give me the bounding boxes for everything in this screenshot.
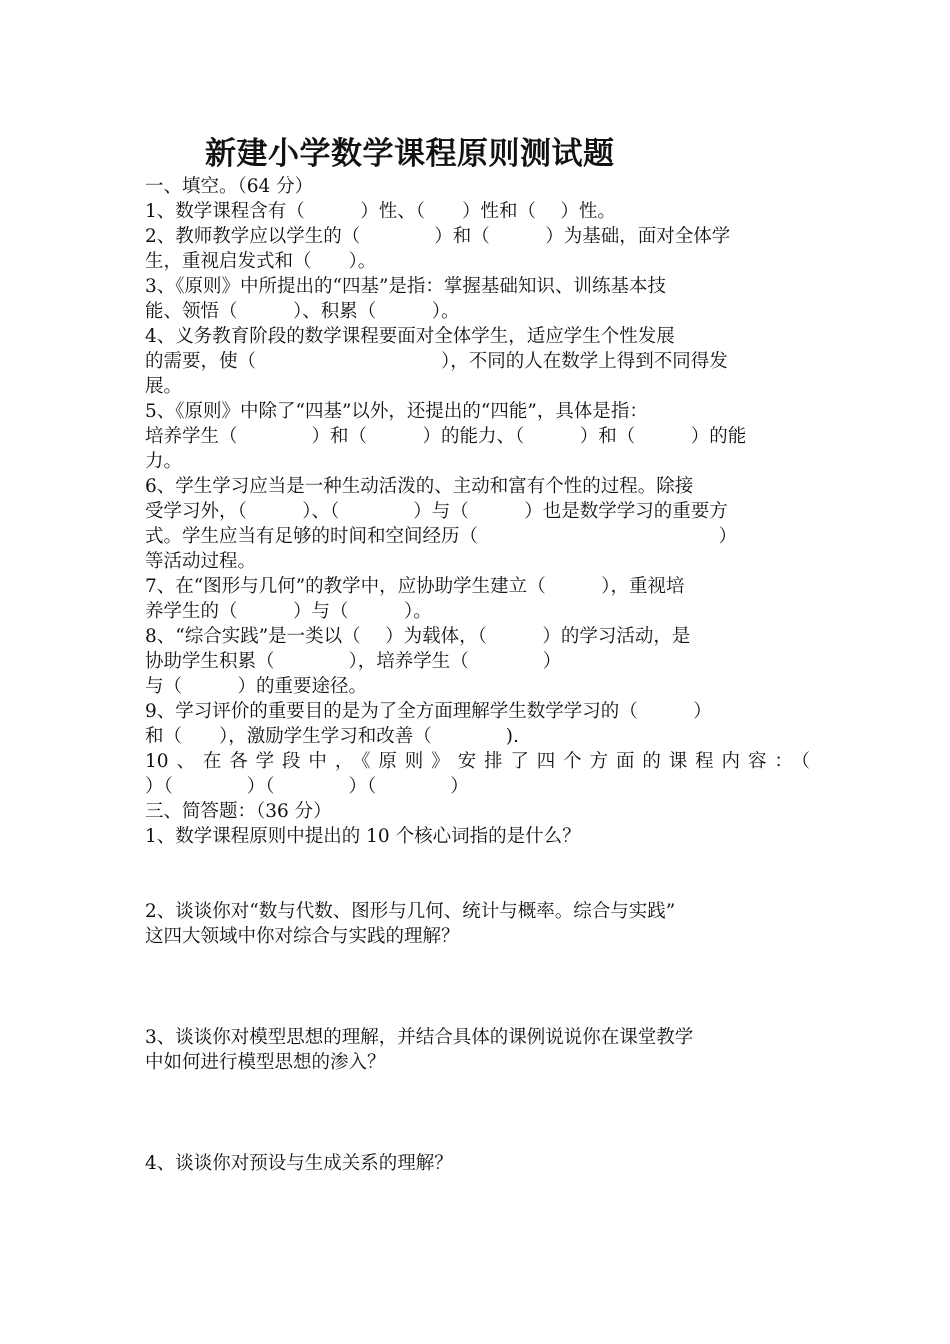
question-line: 养学生的（ ）与（ ）。	[145, 601, 432, 622]
answer-space	[145, 849, 810, 899]
question-line: 6、学生学习应当是一种生动活泼的、主动和富有个性的过程。除接	[145, 476, 694, 497]
short-answer-question-2-cont: 这四大领域中你对综合与实践的理解？	[145, 926, 460, 947]
question-line: 2、教师教学应以学生的（ ）和（ ）为基础，面对全体学	[145, 226, 731, 247]
question-line: 与（ ）的重要途径。	[145, 676, 368, 697]
short-answer-question-3: 3、谈谈你对模型思想的理解，并结合具体的课例说说你在课堂教学	[145, 1027, 694, 1048]
question-line: 和（ ），激励学生学习和改善（ ).	[145, 726, 519, 747]
question-line: 7、在“图形与几何”的教学中，应协助学生建立（ ），重视培	[145, 576, 685, 597]
question-line: 9、学习评价的重要目的是为了全方面理解学生数学学习的（ ）	[145, 701, 712, 722]
section-heading-fill-blank: 一、填空。（64 分）	[145, 176, 314, 197]
question-line: 的需要，使（ ），不同的人在数学上得到不同得发	[145, 351, 728, 372]
answer-space	[145, 949, 810, 1025]
short-answer-question-2: 2、谈谈你对“数与代数、图形与几何、统计与概率。综合与实践”	[145, 901, 676, 922]
question-line: 受学习外，（ ）、（ ）与（ ）也是数学学习的重要方	[145, 501, 728, 522]
question-line: 等活动过程。	[145, 551, 257, 572]
question-line: ）（ ）（ ）（ ）	[145, 776, 469, 797]
question-line: 10、在各学段中，《原则》安排了四个方面的课程内容：（	[145, 751, 810, 772]
question-line: 5、《原则》中除了“四基”以外，还提出的“四能”，具体是指：	[145, 401, 648, 422]
answer-space	[145, 1075, 810, 1151]
question-line: 式。学生应当有足够的时间和空间经历（ ）	[145, 526, 738, 547]
question-line: 展。	[145, 376, 183, 397]
page-title: 新建小学数学课程原则测试题	[205, 136, 615, 172]
short-answer-question-1: 1、数学课程原则中提出的 10 个核心词指的是什么？	[145, 826, 581, 847]
document-body	[145, 174, 810, 1176]
question-line: 3、《原则》中所提出的“四基”是指：掌握基础知识、训练基本技	[145, 276, 666, 297]
question-line: 协助学生积累（ ），培养学生（ ）	[145, 651, 562, 672]
question-line: 1、数学课程含有（ ）性、（ ）性和（ ）性。	[145, 201, 616, 222]
question-line: 生，重视启发式和（ ）。	[145, 251, 377, 272]
short-answer-question-3-cont: 中如何进行模型思想的渗入？	[145, 1052, 386, 1073]
section-heading-short-answer: 三、简答题：（36 分）	[145, 801, 332, 822]
short-answer-question-4: 4、谈谈你对预设与生成关系的理解？	[145, 1153, 453, 1174]
question-line: 能、领悟（ ）、积累（ ）。	[145, 301, 460, 322]
question-line: 8、“综合实践”是一类以（ ）为载体，（ ）的学习活动，是	[145, 626, 691, 647]
question-line: 力。	[145, 451, 183, 472]
question-line: 4、义务教育阶段的数学课程要面对全体学生，适应学生个性发展	[145, 326, 675, 347]
question-line: 培养学生（ ）和（ ）的能力、（ ）和（ ）的能	[145, 426, 747, 447]
